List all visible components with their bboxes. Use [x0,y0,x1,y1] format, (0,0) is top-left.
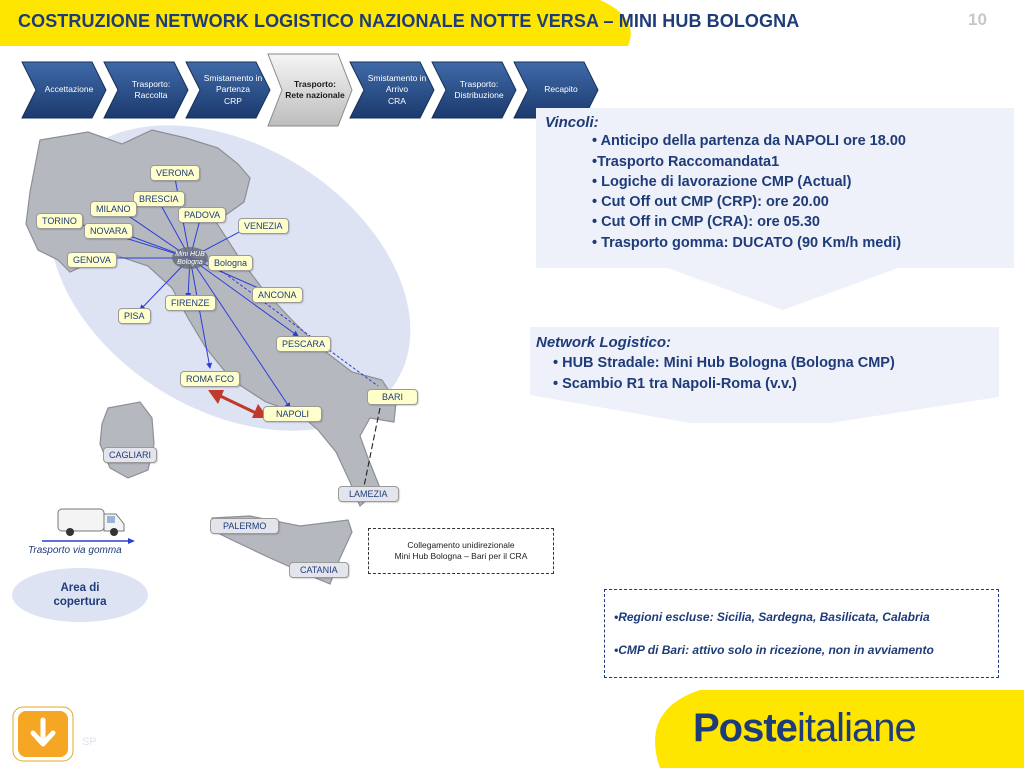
city-label-bari: BARI [367,389,418,405]
city-label-cagliari: CAGLIARI [103,447,157,463]
network-item: • Scambio R1 tra Napoli-Roma (v.v.) [553,376,797,392]
city-label-novara: NOVARA [84,223,133,239]
city-label-pescara: PESCARA [276,336,331,352]
page-number: 10 [968,10,987,29]
vincoli-title: Vincoli: [545,114,599,131]
city-label-bologna: Bologna [208,255,253,271]
sardinia-shape [100,402,154,478]
connection-note [368,528,554,574]
coverage-label-line2: copertura [53,596,107,608]
city-label-milano: MILANO [90,201,137,217]
vincoli-item: • Trasporto gomma: DUCATO (90 Km/h medi) [592,235,902,251]
regions-note [604,589,999,678]
footer-sp: SP [82,736,97,748]
coverage-label-line1: Area di [60,581,100,594]
city-label-genova: GENOVA [67,252,117,268]
poste-italiane-logo [693,706,916,751]
process-step-label: Accettazione [44,84,94,95]
brand-bold: Poste [693,706,797,750]
download-arrow-icon[interactable] [12,706,74,762]
network-item: • HUB Stradale: Mini Hub Bologna (Bologna CMP) [553,355,895,371]
city-label-napoli: NAPOLI [263,406,322,422]
network-title: Network Logistico: [536,334,672,351]
vincoli-item: • Cut Off in CMP (CRA): ore 05.30 [592,214,820,230]
city-label-catania: CATANIA [289,562,349,578]
city-label-brescia: BRESCIA [133,191,185,207]
city-label-ancona: ANCONA [252,287,303,303]
process-step-label: Smistamento in Arrivo CRA [367,72,427,106]
coverage-area-label [53,581,106,610]
city-label-palermo: PALERMO [210,518,279,534]
process-step-label: Smistamento in Partenza CRP [203,72,263,106]
process-step-label: Trasporto: Distribuzione [454,78,504,100]
city-label-venezia: VENEZIA [238,218,289,234]
regions-note-item: •Regioni escluse: Sicilia, Sardegna, Basilicata, Calabria [614,610,930,624]
process-step-label: Recapito [544,84,578,95]
city-label-torino: TORINO [36,213,83,229]
process-step-label: Trasporto: Raccolta [131,78,171,100]
coverage-area-legend [12,568,148,622]
vincoli-item: • Cut Off out CMP (CRP): ore 20.00 [592,194,829,210]
truck-caption: Trasporto via gomma [28,545,122,556]
city-label-padova: PADOVA [178,207,226,223]
brand-light: italiane [796,706,916,750]
city-label-lamezia: LAMEZIA [338,486,399,502]
city-label-roma: ROMA FCO [180,371,240,387]
hub-label: Mini HUB Bologna [175,251,205,266]
city-label-verona: VERONA [150,165,200,181]
truck-icon [40,506,140,546]
page-title: COSTRUZIONE NETWORK LOGISTICO NAZIONALE NOTTE VERSA – MINI HUB BOLOGNA [18,11,800,31]
regions-note-item: •CMP di Bari: attivo solo in ricezione, non in avviamento [614,643,934,657]
vincoli-item: • Anticipo della partenza da NAPOLI ore 18.00 [592,133,906,149]
city-label-pisa: PISA [118,308,151,324]
vincoli-item: • Logiche di lavorazione CMP (Actual) [592,174,852,190]
city-label-firenze: FIRENZE [165,295,216,311]
connection-note-line2: Mini Hub Bologna – Bari per il CRA [394,551,528,561]
connection-note-line1: Collegamento unidirezionale [407,539,515,550]
vincoli-item: •Trasporto Raccomandata1 [592,154,780,170]
process-step-label: Trasporto: Rete nazionale [285,78,345,100]
